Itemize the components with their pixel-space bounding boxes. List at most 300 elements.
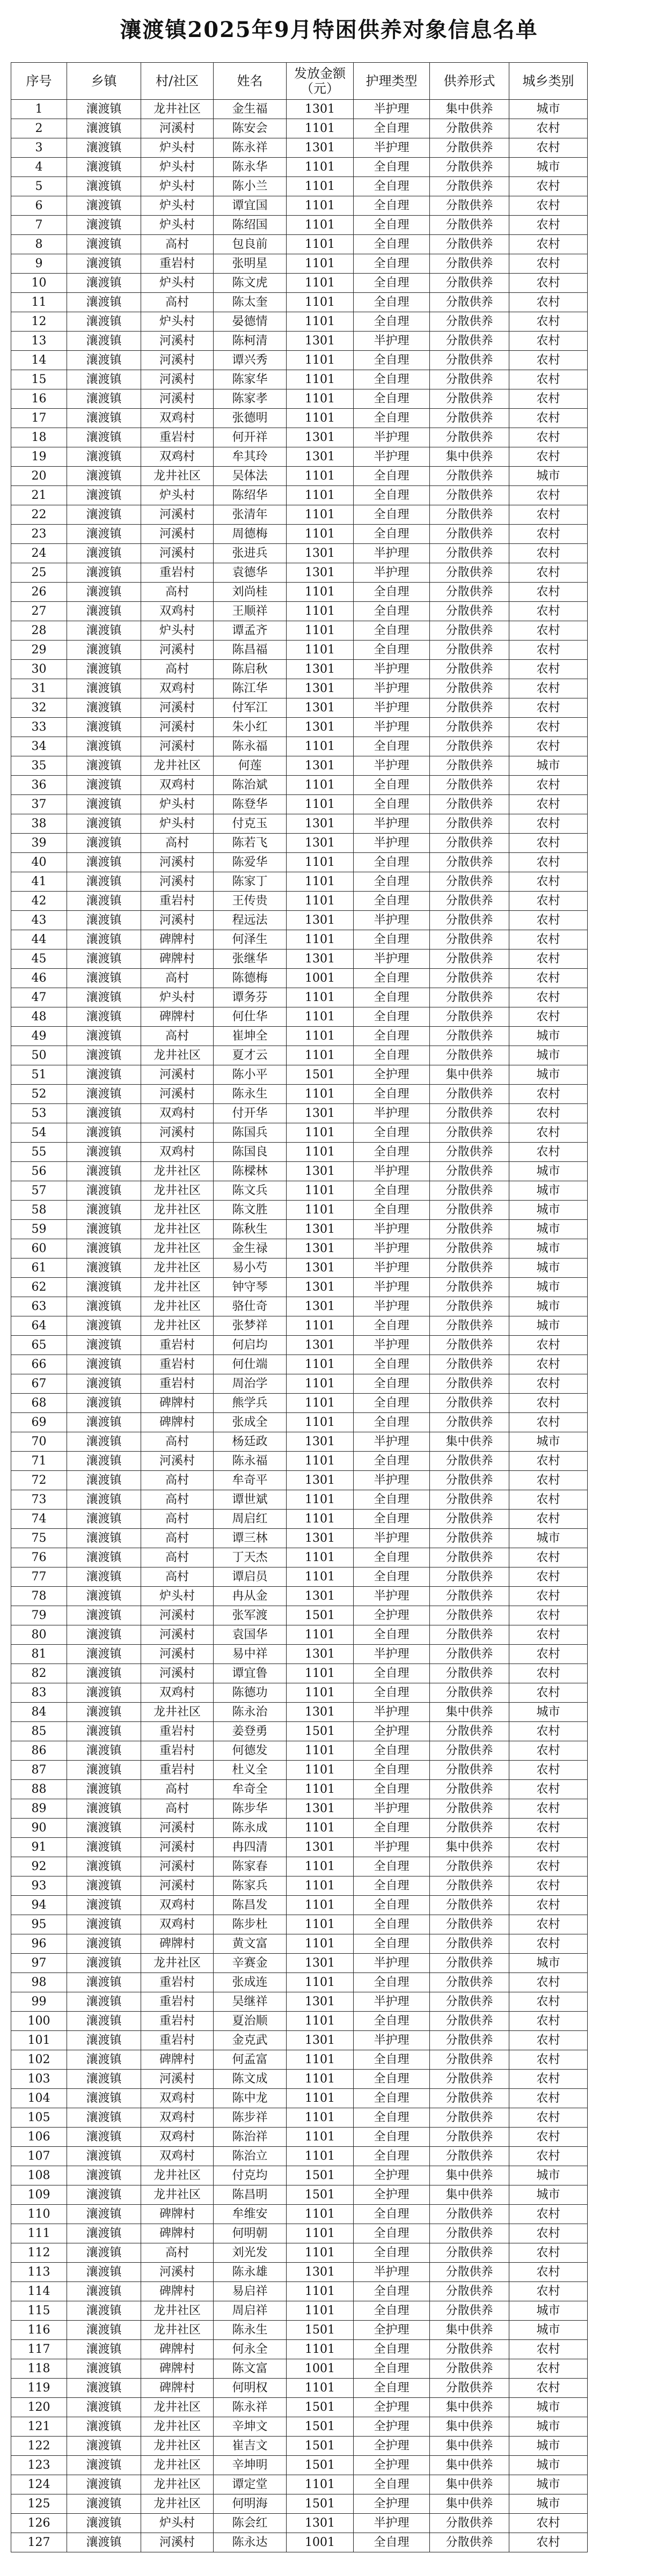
cell-name: 刘尚桂 — [214, 583, 287, 602]
cell-name: 何仕端 — [214, 1355, 287, 1374]
cell-area-type: 农村 — [509, 1973, 588, 1992]
cell-support-form: 分散供养 — [430, 1007, 509, 1027]
cell-town: 瀼渡镇 — [67, 1703, 141, 1722]
cell-care-type: 全自理 — [354, 2301, 430, 2321]
cell-amount: 1301 — [287, 1992, 354, 2012]
header-care-type: 护理类型 — [354, 63, 430, 100]
cell-amount: 1101 — [287, 2128, 354, 2147]
cell-name: 何孟富 — [214, 2050, 287, 2070]
cell-support-form: 分散供养 — [430, 1336, 509, 1355]
cell-area-type: 农村 — [509, 389, 588, 409]
cell-village: 龙井社区 — [141, 1954, 214, 1973]
cell-care-type: 半护理 — [354, 1645, 430, 1664]
cell-town: 瀼渡镇 — [67, 2089, 141, 2108]
table-row — [11, 312, 588, 332]
cell-name: 陈家春 — [214, 1857, 287, 1876]
cell-village: 重岩村 — [141, 1722, 214, 1741]
cell-area-type: 农村 — [509, 950, 588, 969]
cell-amount: 1301 — [287, 718, 354, 737]
cell-amount: 1301 — [287, 1471, 354, 1490]
cell-area-type: 农村 — [509, 2379, 588, 2398]
cell-care-type: 半护理 — [354, 834, 430, 853]
cell-amount: 1101 — [287, 1683, 354, 1703]
cell-care-type: 全自理 — [354, 1027, 430, 1046]
cell-town: 瀼渡镇 — [67, 1258, 141, 1278]
cell-village: 双鸡村 — [141, 679, 214, 698]
cell-name: 易中祥 — [214, 1645, 287, 1664]
cell-index: 11 — [11, 293, 67, 312]
cell-index: 115 — [11, 2301, 67, 2321]
cell-name: 何开祥 — [214, 428, 287, 447]
cell-support-form: 分散供养 — [430, 1162, 509, 1181]
table-row — [11, 467, 588, 486]
cell-index: 118 — [11, 2359, 67, 2379]
cell-support-form: 集中供养 — [430, 2321, 509, 2340]
cell-village: 炉头村 — [141, 216, 214, 235]
cell-village: 高村 — [141, 293, 214, 312]
cell-amount: 1101 — [287, 1741, 354, 1761]
cell-amount: 1101 — [287, 2147, 354, 2166]
cell-town: 瀼渡镇 — [67, 1915, 141, 1934]
cell-name: 陈永生 — [214, 1085, 287, 1104]
cell-support-form: 分散供养 — [430, 853, 509, 872]
cell-town: 瀼渡镇 — [67, 1954, 141, 1973]
cell-area-type: 城市 — [509, 1316, 588, 1336]
cell-town: 瀼渡镇 — [67, 2359, 141, 2379]
cell-town: 瀼渡镇 — [67, 1664, 141, 1683]
cell-amount: 1101 — [287, 2379, 354, 2398]
cell-name: 陈会红 — [214, 2514, 287, 2533]
cell-name: 崔坤全 — [214, 1027, 287, 1046]
cell-area-type: 城市 — [509, 2456, 588, 2475]
cell-index: 81 — [11, 1645, 67, 1664]
cell-care-type: 全自理 — [354, 1819, 430, 1838]
cell-area-type: 农村 — [509, 776, 588, 795]
cell-name: 付开华 — [214, 1104, 287, 1123]
table-row — [11, 2359, 588, 2379]
cell-area-type: 农村 — [509, 1915, 588, 1934]
cell-name: 何启均 — [214, 1336, 287, 1355]
cell-name: 程远法 — [214, 911, 287, 930]
cell-name: 金生福 — [214, 100, 287, 119]
cell-support-form: 分散供养 — [430, 1394, 509, 1413]
cell-support-form: 分散供养 — [430, 1819, 509, 1838]
cell-amount: 1101 — [287, 293, 354, 312]
cell-area-type: 农村 — [509, 1683, 588, 1703]
cell-town: 瀼渡镇 — [67, 950, 141, 969]
cell-town: 瀼渡镇 — [67, 1819, 141, 1838]
cell-name: 谭启员 — [214, 1567, 287, 1587]
cell-area-type: 城市 — [509, 1297, 588, 1316]
cell-care-type: 半护理 — [354, 332, 430, 351]
cell-town: 瀼渡镇 — [67, 1992, 141, 2012]
cell-town: 瀼渡镇 — [67, 1934, 141, 1954]
cell-area-type: 农村 — [509, 1761, 588, 1780]
table-row — [11, 2340, 588, 2359]
cell-area-type: 农村 — [509, 892, 588, 911]
cell-village: 河溪村 — [141, 389, 214, 409]
cell-support-form: 分散供养 — [430, 1683, 509, 1703]
cell-care-type: 半护理 — [354, 950, 430, 969]
cell-town: 瀼渡镇 — [67, 138, 141, 158]
table-row — [11, 872, 588, 892]
cell-town: 瀼渡镇 — [67, 525, 141, 544]
cell-village: 双鸡村 — [141, 1915, 214, 1934]
cell-amount: 1101 — [287, 1567, 354, 1587]
cell-care-type: 全自理 — [354, 235, 430, 254]
cell-village: 碑牌村 — [141, 2379, 214, 2398]
cell-care-type: 半护理 — [354, 1799, 430, 1819]
cell-town: 瀼渡镇 — [67, 2417, 141, 2437]
cell-support-form: 分散供养 — [430, 1143, 509, 1162]
cell-support-form: 集中供养 — [430, 2456, 509, 2475]
cell-care-type: 全护理 — [354, 2456, 430, 2475]
cell-care-type: 全自理 — [354, 892, 430, 911]
cell-index: 7 — [11, 216, 67, 235]
cell-name: 陈永华 — [214, 158, 287, 177]
cell-area-type: 农村 — [509, 583, 588, 602]
cell-amount: 1101 — [287, 2089, 354, 2108]
cell-support-form: 集中供养 — [430, 2417, 509, 2437]
document-title: 瀼渡镇2025年9月特困供养对象信息名单 — [120, 17, 538, 42]
cell-care-type: 半护理 — [354, 2031, 430, 2050]
cell-index: 91 — [11, 1838, 67, 1857]
cell-index: 72 — [11, 1471, 67, 1490]
cell-town: 瀼渡镇 — [67, 1722, 141, 1741]
cell-amount: 1101 — [287, 2224, 354, 2243]
cell-amount: 1101 — [287, 274, 354, 293]
cell-village: 高村 — [141, 660, 214, 679]
cell-village: 龙井社区 — [141, 1258, 214, 1278]
cell-town: 瀼渡镇 — [67, 853, 141, 872]
cell-area-type: 农村 — [509, 1490, 588, 1510]
table-row — [11, 332, 588, 351]
cell-index: 22 — [11, 505, 67, 525]
cell-name: 陈绍华 — [214, 486, 287, 505]
cell-village: 河溪村 — [141, 698, 214, 718]
cell-care-type: 全自理 — [354, 216, 430, 235]
cell-care-type: 全护理 — [354, 2437, 430, 2456]
table-row — [11, 583, 588, 602]
cell-amount: 1501 — [287, 2494, 354, 2514]
cell-care-type: 全自理 — [354, 1413, 430, 1432]
table-row — [11, 1703, 588, 1722]
table-row — [11, 2147, 588, 2166]
cell-amount: 1101 — [287, 254, 354, 274]
cell-area-type: 农村 — [509, 834, 588, 853]
cell-area-type: 农村 — [509, 1587, 588, 1606]
cell-name: 张进兵 — [214, 544, 287, 563]
cell-index: 66 — [11, 1355, 67, 1374]
cell-care-type: 全自理 — [354, 1857, 430, 1876]
cell-town: 瀼渡镇 — [67, 930, 141, 950]
cell-index: 59 — [11, 1220, 67, 1239]
cell-village: 炉头村 — [141, 312, 214, 332]
cell-index: 101 — [11, 2031, 67, 2050]
cell-support-form: 分散供养 — [430, 293, 509, 312]
cell-town: 瀼渡镇 — [67, 679, 141, 698]
cell-area-type: 农村 — [509, 2282, 588, 2301]
cell-index: 86 — [11, 1741, 67, 1761]
cell-support-form: 分散供养 — [430, 2089, 509, 2108]
cell-name: 牟奇平 — [214, 1471, 287, 1490]
table-row — [11, 2494, 588, 2514]
cell-index: 3 — [11, 138, 67, 158]
cell-support-form: 分散供养 — [430, 1780, 509, 1799]
cell-index: 80 — [11, 1625, 67, 1645]
cell-name: 黄文富 — [214, 1934, 287, 1954]
cell-town: 瀼渡镇 — [67, 583, 141, 602]
cell-support-form: 分散供养 — [430, 1413, 509, 1432]
cell-amount: 1101 — [287, 1027, 354, 1046]
cell-amount: 1101 — [287, 467, 354, 486]
cell-care-type: 半护理 — [354, 428, 430, 447]
cell-village: 河溪村 — [141, 544, 214, 563]
table-row — [11, 274, 588, 293]
cell-name: 骆仕奇 — [214, 1297, 287, 1316]
cell-town: 瀼渡镇 — [67, 428, 141, 447]
cell-area-type: 农村 — [509, 1355, 588, 1374]
table-row — [11, 1876, 588, 1896]
cell-amount: 1301 — [287, 1297, 354, 1316]
cell-area-type: 农村 — [509, 544, 588, 563]
cell-support-form: 分散供养 — [430, 1587, 509, 1606]
cell-amount: 1101 — [287, 872, 354, 892]
cell-village: 河溪村 — [141, 1085, 214, 1104]
cell-index: 87 — [11, 1761, 67, 1780]
cell-area-type: 农村 — [509, 2012, 588, 2031]
cell-village: 河溪村 — [141, 1819, 214, 1838]
table-row — [11, 1954, 588, 1973]
table-row — [11, 969, 588, 988]
cell-amount: 1101 — [287, 525, 354, 544]
cell-amount: 1301 — [287, 138, 354, 158]
cell-town: 瀼渡镇 — [67, 2379, 141, 2398]
cell-index: 63 — [11, 1297, 67, 1316]
cell-care-type: 全自理 — [354, 1548, 430, 1567]
cell-index: 43 — [11, 911, 67, 930]
cell-care-type: 半护理 — [354, 544, 430, 563]
cell-care-type: 半护理 — [354, 563, 430, 583]
cell-village: 碑牌村 — [141, 1413, 214, 1432]
cell-area-type: 农村 — [509, 235, 588, 254]
cell-town: 瀼渡镇 — [67, 1838, 141, 1857]
cell-care-type: 全自理 — [354, 1876, 430, 1896]
cell-town: 瀼渡镇 — [67, 1007, 141, 1027]
cell-area-type: 农村 — [509, 274, 588, 293]
header-index: 序号 — [11, 63, 67, 100]
table-row — [11, 351, 588, 370]
cell-area-type: 农村 — [509, 2205, 588, 2224]
table-row — [11, 235, 588, 254]
cell-amount: 1301 — [287, 1703, 354, 1722]
cell-village: 重岩村 — [141, 892, 214, 911]
cell-village: 高村 — [141, 1799, 214, 1819]
cell-amount: 1301 — [287, 2263, 354, 2282]
cell-support-form: 分散供养 — [430, 312, 509, 332]
cell-name: 陈德功 — [214, 1683, 287, 1703]
cell-index: 26 — [11, 583, 67, 602]
cell-care-type: 全自理 — [354, 930, 430, 950]
cell-support-form: 集中供养 — [430, 447, 509, 467]
cell-amount: 1101 — [287, 2012, 354, 2031]
cell-name: 付克玉 — [214, 814, 287, 834]
cell-village: 双鸡村 — [141, 602, 214, 621]
cell-name: 何明海 — [214, 2494, 287, 2514]
cell-area-type: 农村 — [509, 1104, 588, 1123]
cell-town: 瀼渡镇 — [67, 1413, 141, 1432]
cell-support-form: 分散供养 — [430, 2050, 509, 2070]
cell-amount: 1301 — [287, 679, 354, 698]
cell-town: 瀼渡镇 — [67, 1162, 141, 1181]
cell-support-form: 分散供养 — [430, 737, 509, 756]
cell-support-form: 分散供养 — [430, 2205, 509, 2224]
cell-amount: 1301 — [287, 2031, 354, 2050]
cell-name: 陈永福 — [214, 1452, 287, 1471]
table-row — [11, 756, 588, 776]
cell-area-type: 城市 — [509, 1162, 588, 1181]
cell-amount: 1101 — [287, 853, 354, 872]
table-row — [11, 776, 588, 795]
cell-support-form: 分散供养 — [430, 235, 509, 254]
cell-village: 炉头村 — [141, 177, 214, 196]
cell-area-type: 农村 — [509, 698, 588, 718]
cell-support-form: 分散供养 — [430, 950, 509, 969]
cell-name: 陈小平 — [214, 1065, 287, 1085]
cell-town: 瀼渡镇 — [67, 872, 141, 892]
cell-amount: 1101 — [287, 1664, 354, 1683]
cell-care-type: 全自理 — [354, 1374, 430, 1394]
cell-amount: 1101 — [287, 621, 354, 641]
table-row — [11, 2263, 588, 2282]
cell-amount: 1101 — [287, 1007, 354, 1027]
cell-village: 龙井社区 — [141, 2166, 214, 2185]
cell-town: 瀼渡镇 — [67, 2494, 141, 2514]
header-amount-line1: 发放金额 — [294, 66, 346, 81]
cell-care-type: 半护理 — [354, 1239, 430, 1258]
table-row — [11, 950, 588, 969]
cell-index: 92 — [11, 1857, 67, 1876]
cell-village: 重岩村 — [141, 1741, 214, 1761]
cell-village: 高村 — [141, 1027, 214, 1046]
cell-support-form: 分散供养 — [430, 660, 509, 679]
cell-town: 瀼渡镇 — [67, 1181, 141, 1201]
cell-amount: 1101 — [287, 158, 354, 177]
cell-care-type: 全自理 — [354, 1625, 430, 1645]
cell-support-form: 分散供养 — [430, 196, 509, 216]
cell-index: 56 — [11, 1162, 67, 1181]
cell-area-type: 农村 — [509, 1336, 588, 1355]
cell-area-type: 农村 — [509, 216, 588, 235]
cell-care-type: 全自理 — [354, 196, 430, 216]
cell-index: 103 — [11, 2070, 67, 2089]
cell-index: 71 — [11, 1452, 67, 1471]
cell-index: 65 — [11, 1336, 67, 1355]
cell-name: 辛赛金 — [214, 1954, 287, 1973]
cell-care-type: 全自理 — [354, 1046, 430, 1065]
cell-village: 碑牌村 — [141, 1007, 214, 1027]
table-row — [11, 737, 588, 756]
cell-town: 瀼渡镇 — [67, 1645, 141, 1664]
cell-support-form: 分散供养 — [430, 2128, 509, 2147]
cell-support-form: 分散供养 — [430, 1973, 509, 1992]
cell-amount: 1501 — [287, 1065, 354, 1085]
cell-amount: 1101 — [287, 370, 354, 389]
cell-village: 高村 — [141, 1548, 214, 1567]
table-row — [11, 988, 588, 1007]
cell-area-type: 农村 — [509, 119, 588, 138]
cell-support-form: 集中供养 — [430, 1838, 509, 1857]
cell-town: 瀼渡镇 — [67, 370, 141, 389]
cell-support-form: 分散供养 — [430, 1664, 509, 1683]
cell-care-type: 全护理 — [354, 1606, 430, 1625]
cell-town: 瀼渡镇 — [67, 1143, 141, 1162]
table-row — [11, 1452, 588, 1471]
cell-town: 瀼渡镇 — [67, 2185, 141, 2205]
cell-amount: 1101 — [287, 119, 354, 138]
cell-village: 重岩村 — [141, 428, 214, 447]
cell-support-form: 分散供养 — [430, 2301, 509, 2321]
cell-index: 61 — [11, 1258, 67, 1278]
cell-name: 陈永祥 — [214, 138, 287, 158]
cell-amount: 1301 — [287, 1239, 354, 1258]
cell-care-type: 全自理 — [354, 254, 430, 274]
cell-area-type: 农村 — [509, 196, 588, 216]
cell-village: 河溪村 — [141, 1065, 214, 1085]
cell-town: 瀼渡镇 — [67, 718, 141, 737]
cell-area-type: 农村 — [509, 1471, 588, 1490]
cell-village: 龙井社区 — [141, 1239, 214, 1258]
cell-town: 瀼渡镇 — [67, 1452, 141, 1471]
cell-index: 35 — [11, 756, 67, 776]
cell-amount: 1101 — [287, 1934, 354, 1954]
cell-amount: 1101 — [287, 2205, 354, 2224]
cell-name: 陈永生 — [214, 2321, 287, 2340]
cell-care-type: 半护理 — [354, 660, 430, 679]
cell-care-type: 全自理 — [354, 119, 430, 138]
cell-area-type: 农村 — [509, 679, 588, 698]
cell-town: 瀼渡镇 — [67, 409, 141, 428]
cell-name: 牟维安 — [214, 2205, 287, 2224]
cell-village: 碑牌村 — [141, 2282, 214, 2301]
cell-support-form: 分散供养 — [430, 602, 509, 621]
cell-index: 44 — [11, 930, 67, 950]
cell-support-form: 分散供养 — [430, 1625, 509, 1645]
cell-index: 75 — [11, 1529, 67, 1548]
cell-village: 重岩村 — [141, 1336, 214, 1355]
cell-village: 河溪村 — [141, 911, 214, 930]
cell-name: 崔吉文 — [214, 2437, 287, 2456]
cell-name: 陈治立 — [214, 2147, 287, 2166]
cell-area-type: 农村 — [509, 312, 588, 332]
table-row — [11, 1046, 588, 1065]
cell-village: 双鸡村 — [141, 1683, 214, 1703]
table-row — [11, 1201, 588, 1220]
cell-name: 王传贵 — [214, 892, 287, 911]
cell-name: 陈家兵 — [214, 1876, 287, 1896]
cell-index: 60 — [11, 1239, 67, 1258]
table-row — [11, 1374, 588, 1394]
cell-support-form: 分散供养 — [430, 544, 509, 563]
cell-support-form: 分散供养 — [430, 2282, 509, 2301]
cell-town: 瀼渡镇 — [67, 1336, 141, 1355]
cell-care-type: 半护理 — [354, 1336, 430, 1355]
cell-area-type: 城市 — [509, 2437, 588, 2456]
cell-area-type: 农村 — [509, 1645, 588, 1664]
recipient-table — [11, 62, 588, 2552]
cell-area-type: 农村 — [509, 2089, 588, 2108]
cell-index: 9 — [11, 254, 67, 274]
